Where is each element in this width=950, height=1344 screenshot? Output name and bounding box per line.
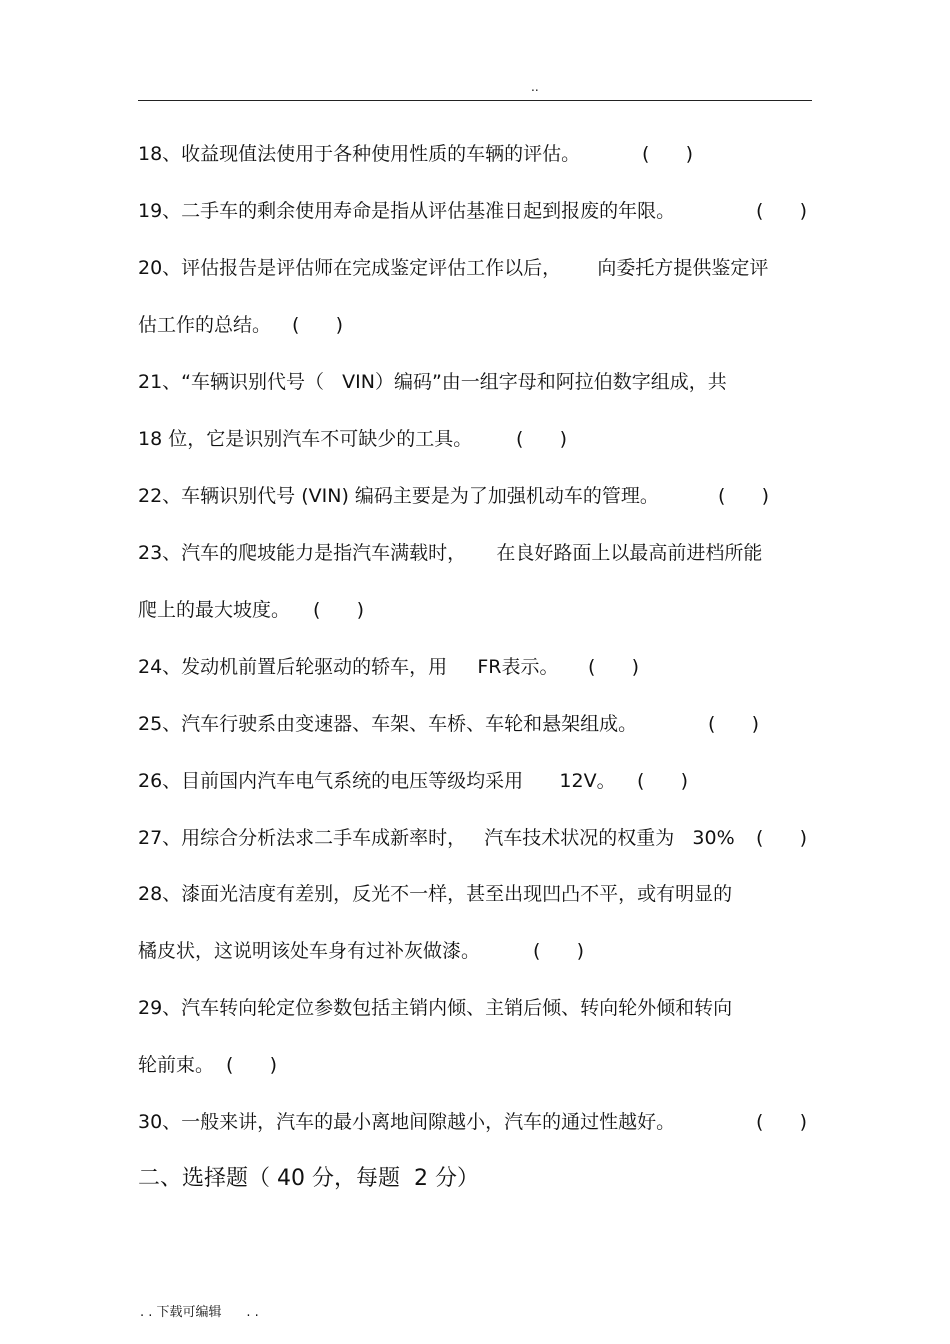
answer-blank-26[interactable]: ( ) xyxy=(637,770,689,792)
answer-blank-24[interactable]: ( ) xyxy=(588,656,640,678)
question-18-line-1: 18、收益现值法使用于各种使用性质的车辆的评估。 xyxy=(138,143,581,165)
question-19-line-1: 19、二手车的剩余使用寿命是指从评估基准日起到报废的年限。 xyxy=(138,200,676,222)
answer-blank-27[interactable]: ( ) xyxy=(756,827,808,849)
question-26-line-1: 26、目前国内汽车电气系统的电压等级均采用 12V。 xyxy=(138,770,616,792)
answer-blank-18[interactable]: ( ) xyxy=(642,143,694,165)
question-30-line-1: 30、一般来讲，汽车的最小离地间隙越小，汽车的通过性越好。 xyxy=(138,1111,676,1133)
question-28-line-1: 28、漆面光洁度有差别，反光不一样，甚至出现凹凸不平，或有明显的 xyxy=(138,883,733,905)
question-29-line-1: 29、汽车转向轮定位参数包括主销内倾、主销后倾、转向轮外倾和转向 xyxy=(138,997,733,1019)
answer-blank-20[interactable]: ( ) xyxy=(292,314,344,336)
question-28-line-2: 橘皮状，这说明该处车身有过补灰做漆。 xyxy=(138,940,481,962)
answer-blank-22[interactable]: ( ) xyxy=(718,485,770,507)
header-rule xyxy=(138,100,812,101)
answer-blank-29[interactable]: ( ) xyxy=(226,1054,278,1076)
answer-blank-28[interactable]: ( ) xyxy=(533,940,585,962)
answer-blank-25[interactable]: ( ) xyxy=(708,713,760,735)
question-25-line-1: 25、汽车行驶系由变速器、车架、车桥、车轮和悬架组成。 xyxy=(138,713,638,735)
question-21-line-1: 21、“车辆识别代号（ VIN）编码”由一组字母和阿拉伯数字组成，共 xyxy=(138,371,727,393)
question-21-line-2: 18 位，它是识别汽车不可缺少的工具。 xyxy=(138,428,473,450)
footer-note: . . 下载可编辑 . . xyxy=(140,1305,259,1320)
question-24-line-1: 24、发动机前置后轮驱动的轿车，用 FR表示。 xyxy=(138,656,559,678)
question-20-line-1: 20、评估报告是评估师在完成鉴定评估工作以后， 向委托方提供鉴定评 xyxy=(138,257,769,279)
answer-blank-21[interactable]: ( ) xyxy=(516,428,568,450)
answer-blank-19[interactable]: ( ) xyxy=(756,200,808,222)
section-heading: 二、选择题（ 40 分，每题 2 分） xyxy=(138,1166,479,1191)
question-27-line-1: 27、用综合分析法求二手车成新率时， 汽车技术状况的权重为 30% xyxy=(138,827,735,849)
question-23-line-1: 23、汽车的爬坡能力是指汽车满载时， 在良好路面上以最高前进档所能 xyxy=(138,542,763,564)
question-29-line-2: 轮前束。 xyxy=(138,1054,215,1076)
question-23-line-2: 爬上的最大坡度。 xyxy=(138,599,291,621)
question-22-line-1: 22、车辆识别代号 (VIN) 编码主要是为了加强机动车的管理。 xyxy=(138,485,659,507)
answer-blank-30[interactable]: ( ) xyxy=(756,1111,808,1133)
question-20-line-2: 估工作的总结。 xyxy=(138,314,272,336)
header-mark: .. xyxy=(531,80,539,94)
answer-blank-23[interactable]: ( ) xyxy=(313,599,365,621)
